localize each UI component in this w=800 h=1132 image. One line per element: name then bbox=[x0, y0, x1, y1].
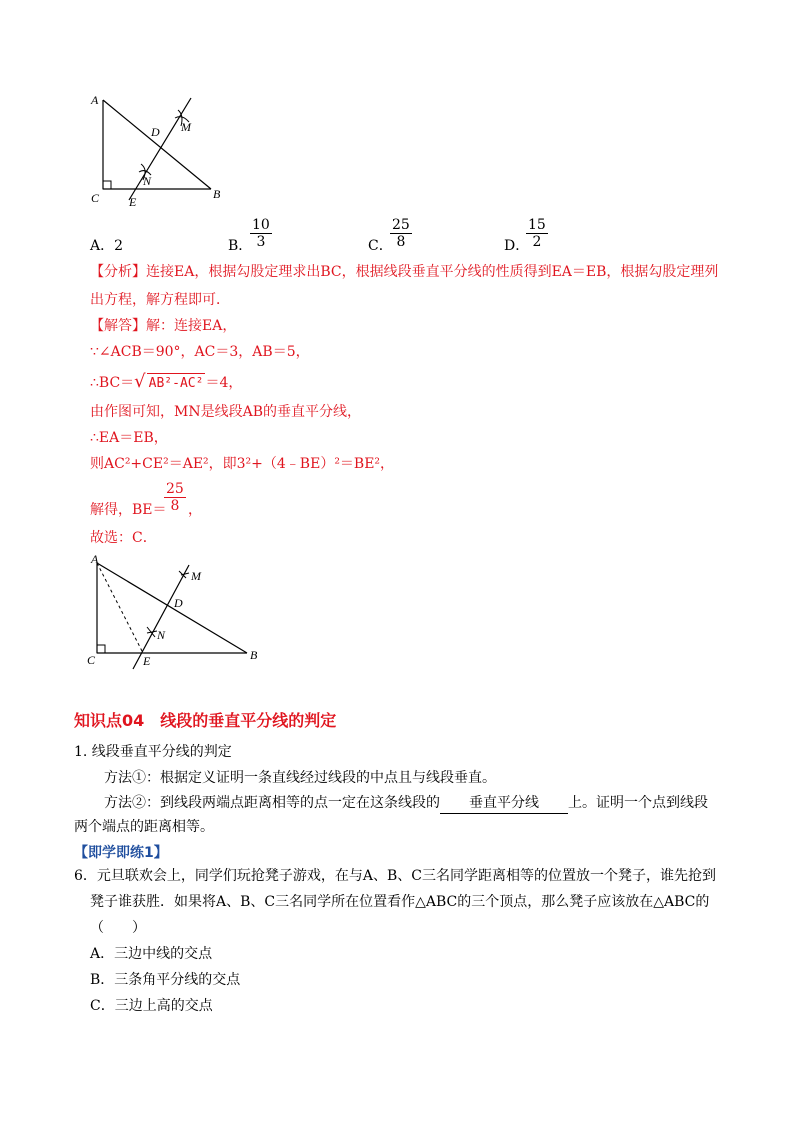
solution-ea-eb: ∴EA＝EB， bbox=[90, 430, 168, 446]
fig1-label-c: C bbox=[91, 191, 100, 205]
option-d-fraction bbox=[526, 217, 548, 250]
option-b-label: B． bbox=[228, 238, 253, 254]
question-6-option-c: C．三边上高的交点 bbox=[90, 998, 213, 1014]
option-c-numerator: 25 bbox=[392, 217, 410, 233]
solution-denominator: 8 bbox=[170, 498, 180, 514]
fig2-label-m: M bbox=[191, 569, 201, 583]
method-2-line-2: 两个端点的距离相等。 bbox=[74, 819, 214, 835]
question-6-line-1: 6．元旦联欢会上，同学们玩抢凳子游戏，在与A、B、C三名同学距离相等的位置放一个凳子，谁先抢到 bbox=[74, 868, 717, 884]
method-2 bbox=[104, 793, 708, 814]
question-6-option-a: A．三边中线的交点 bbox=[90, 946, 213, 962]
solution-bc-suffix: ＝4， bbox=[205, 375, 243, 391]
solution-numerator: 25 bbox=[166, 481, 184, 497]
option-b-denominator: 3 bbox=[256, 234, 266, 250]
solution-intro: 【解答】解：连接EA， bbox=[90, 318, 237, 334]
fig1-label-n: N bbox=[143, 174, 152, 188]
practice-tag: 【即学即练1】 bbox=[74, 845, 168, 861]
section-item-1: 1. 线段垂直平分线的判定 bbox=[74, 744, 232, 760]
fig2-label-d: D bbox=[174, 596, 183, 610]
solution-bc-prefix: ∴BC＝ bbox=[90, 375, 135, 391]
fig1-label-a: A bbox=[91, 93, 99, 107]
question-6-option-b: B．三条角平分线的交点 bbox=[90, 972, 241, 988]
triangle-figure-1 bbox=[85, 88, 221, 213]
solution-choose: 故选：C． bbox=[90, 530, 157, 546]
fig2-label-a: A bbox=[91, 552, 99, 566]
solution-solve-suffix: ， bbox=[188, 502, 202, 518]
method-2-blank: 垂直平分线 bbox=[440, 793, 568, 814]
fig1-label-b: B bbox=[213, 187, 221, 201]
fig2-label-e: E bbox=[143, 654, 151, 668]
analysis-line-2: 出方程，解方程即可． bbox=[90, 292, 230, 308]
sqrt-sign: √ bbox=[134, 371, 146, 392]
solution-mn-line: 由作图可知，MN是线段AB的垂直平分线， bbox=[90, 404, 361, 420]
solution-equation: 则AC²+CE²＝AE²，即3²+（4﹣BE）²＝BE²， bbox=[90, 456, 395, 472]
solution-bc bbox=[90, 372, 242, 394]
method-2-prefix: 方法②：到线段两端点距离相等的点一定在这条线段的 bbox=[104, 795, 440, 811]
option-d-label: D． bbox=[504, 238, 530, 254]
fig2-label-b: B bbox=[250, 648, 258, 662]
sqrt-radicand: AB²-AC² bbox=[147, 373, 206, 394]
fig2-label-c: C bbox=[87, 653, 96, 667]
fig1-label-e: E bbox=[129, 195, 137, 209]
question-6-paren: （ ） bbox=[90, 920, 146, 936]
option-d-numerator: 15 bbox=[528, 217, 546, 233]
fig1-label-d: D bbox=[151, 125, 160, 139]
option-c-fraction bbox=[390, 217, 412, 250]
option-b-numerator: 10 bbox=[252, 217, 270, 233]
fig1-label-m: M bbox=[181, 120, 191, 134]
method-1: 方法①：根据定义证明一条直线经过线段的中点且与线段垂直。 bbox=[104, 770, 496, 786]
option-c-label: C． bbox=[368, 238, 393, 254]
method-2-suffix: 上。证明一个点到线段 bbox=[568, 795, 708, 811]
option-b-fraction bbox=[250, 217, 272, 250]
analysis-line-1: 【分析】连接EA，根据勾股定理求出BC，根据线段垂直平分线的性质得到EA＝EB，根据勾股定理列 bbox=[90, 264, 719, 280]
option-d-denominator: 2 bbox=[532, 234, 542, 250]
question-6-line-2: 凳子谁获胜．如果将A、B、C三名同学所在位置看作△ABC的三个顶点，那么凳子应该放在△ABC的 bbox=[90, 894, 710, 910]
solution-fraction bbox=[164, 481, 186, 514]
solution-solve-prefix: 解得，BE＝ bbox=[90, 502, 167, 518]
triangle-figure-2 bbox=[85, 553, 265, 671]
fig2-label-n: N bbox=[157, 628, 166, 642]
option-a: A．2 bbox=[90, 238, 124, 254]
option-c-denominator: 8 bbox=[396, 234, 406, 250]
section-title: 知识点04 线段的垂直平分线的判定 bbox=[74, 711, 337, 730]
solution-because: ∵∠ACB＝90°，AC＝3，AB＝5， bbox=[90, 344, 310, 360]
